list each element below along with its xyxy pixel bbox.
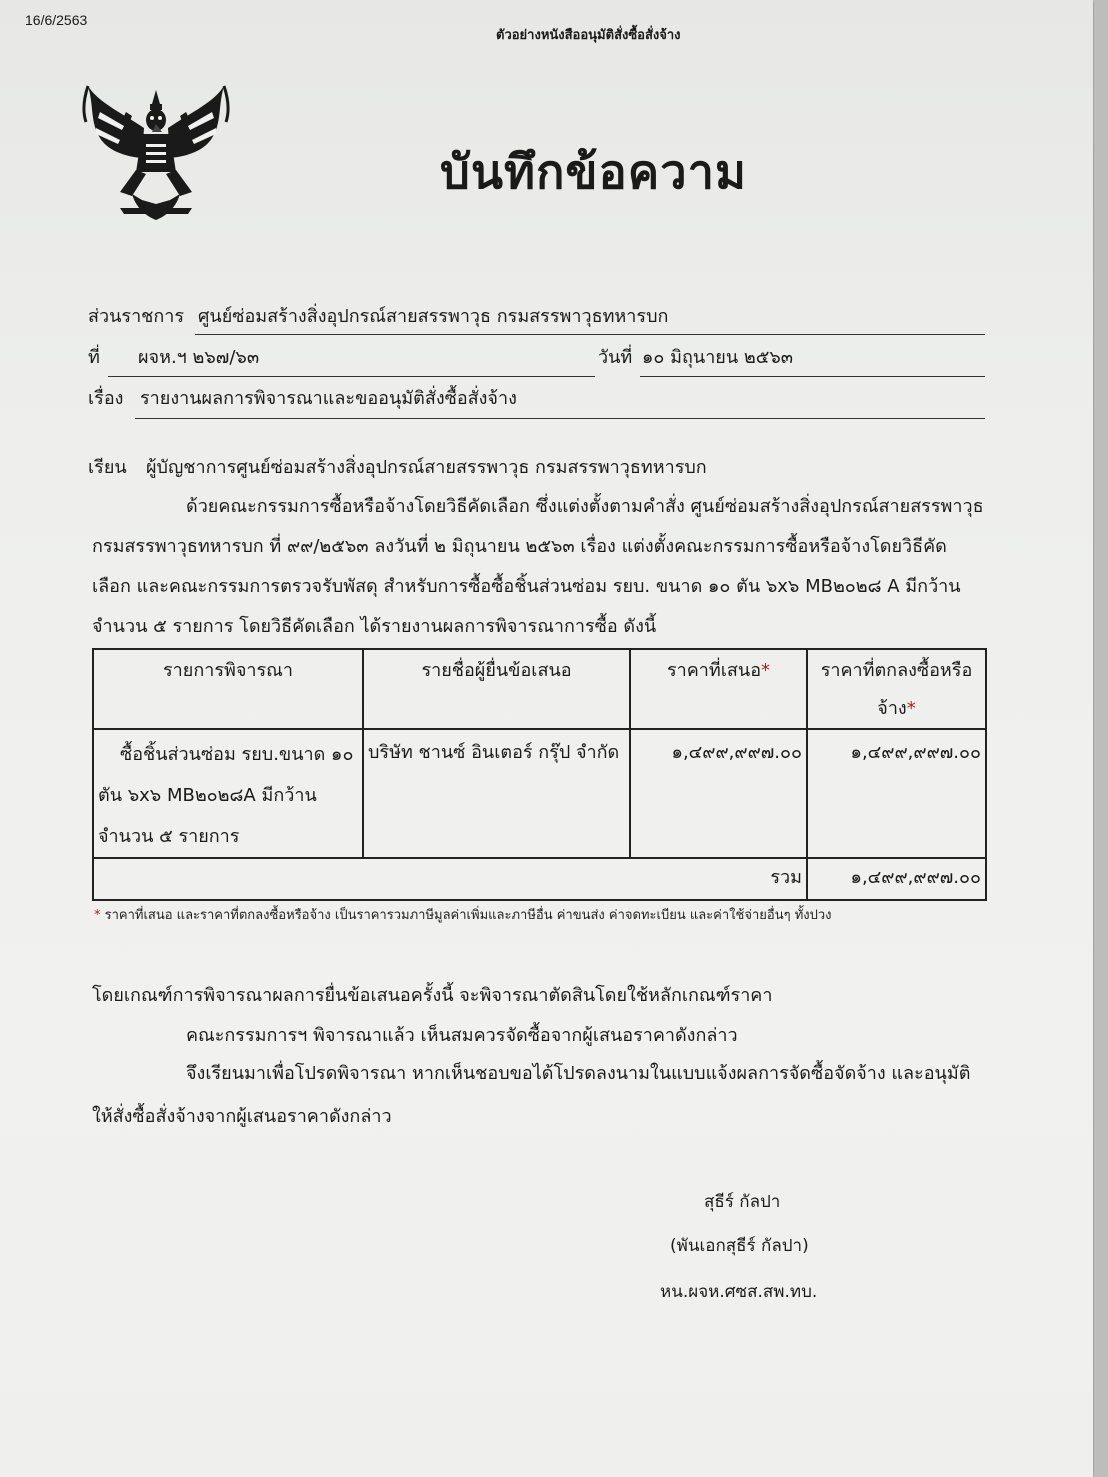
agency-value: ศูนย์ซ่อมสร้างสิ่งอุปกรณ์สายสรรพาวุธ กรมสรรพาวุธทหารบก <box>198 306 669 327</box>
salutation-label: เรียน <box>88 457 127 478</box>
table-row <box>93 729 986 858</box>
header-bidder: รายชื่อผู้ยื่นข้อเสนอ <box>363 649 630 729</box>
row-bidder: บริษัท ชานซ์ อินเตอร์ กรุ๊ป จำกัด <box>363 729 630 858</box>
bid-table <box>92 648 987 901</box>
paragraph1-line1: ด้วยคณะกรรมการซื้อหรือจ้างโดยวิธีคัดเลือก ซึ่งแต่งตั้งตามคำสั่ง ศูนย์ซ่อมสร้างสิ่งอุปกรณ์สายสรรพาวุธ <box>186 496 984 517</box>
committee-paragraph: คณะกรรมการฯ พิจารณาแล้ว เห็นสมควรจัดซื้อจากผู้เสนอราคาดังกล่าว <box>186 1025 738 1046</box>
agency-label: ส่วนราชการ <box>88 306 185 327</box>
footnote: * ราคาที่เสนอ และราคาที่ตกลงซื้อหรือจ้าง เป็นราคารวมภาษีมูลค่าเพิ่มและภาษีอื่น ค่าขนส่ง ค่าจดทะเบียน และค่าใช้จ่ายอื่นๆ ทั้งปวง <box>94 908 832 923</box>
header-asterisk: * <box>906 698 916 719</box>
paper-edge <box>1094 0 1108 1477</box>
signature-position: หน.ผจห.ศซส.สพ.ทบ. <box>660 1282 818 1302</box>
ref-label: ที่ <box>88 347 100 368</box>
row-agreed-price: ๑,๔๙๙,๙๙๗.๐๐ <box>807 729 986 858</box>
agency-underline <box>195 334 985 335</box>
total-label: รวม <box>93 858 807 900</box>
header-asterisk: * <box>761 660 771 681</box>
subject-value: รายงานผลการพิจารณาและขออนุมัติสั่งซื้อสั่งจ้าง <box>140 388 517 409</box>
paragraph1-line2: กรมสรรพาวุธทหารบก ที่ ๙๙/๒๕๖๓ ลงวันที่ ๒ มิถุนายน ๒๕๖๓ เรื่อง แต่งตั้งคณะกรรมการซื้อหรือจ้างโดยวิธีคัด <box>92 536 947 557</box>
table-total-row <box>93 858 986 900</box>
date-underline <box>640 376 985 377</box>
request-line1: จึงเรียนมาเพื่อโปรดพิจารณา หากเห็นชอบขอได้โปรดลงนามในแบบแจ้งผลการจัดซื้อจัดจ้าง และอนุมัติ <box>186 1063 971 1084</box>
salutation-value: ผู้บัญชาการศูนย์ซ่อมสร้างสิ่งอุปกรณ์สายสรรพาวุธ กรมสรรพาวุธทหารบก <box>146 457 707 478</box>
date-label: วันที่ <box>598 347 633 368</box>
total-value: ๑,๔๙๙,๙๙๗.๐๐ <box>807 858 986 900</box>
header-offered-price: ราคาที่เสนอ* <box>630 649 807 729</box>
ref-value: ผจห.ฯ ๒๖๗/๖๓ <box>138 347 260 368</box>
table-header-row <box>93 649 986 729</box>
garuda-emblem-icon <box>80 82 232 228</box>
print-date: 16/6/2563 <box>25 12 88 28</box>
subject-underline <box>135 418 985 419</box>
header-agreed-price: ราคาที่ตกลงซื้อหรือ จ้าง* <box>807 649 986 729</box>
date-value: ๑๐ มิถุนายน ๒๕๖๓ <box>642 347 794 368</box>
row-offered-price: ๑,๔๙๙,๙๙๗.๐๐ <box>630 729 807 858</box>
paragraph1-line4: จำนวน ๕ รายการ โดยวิธีคัดเลือก ได้รายงานผลการพิจารณาการซื้อ ดังนี้ <box>92 616 657 637</box>
request-line2: ให้สั่งซื้อสั่งจ้างจากผู้เสนอราคาดังกล่าว <box>92 1106 392 1127</box>
paragraph1-line3: เลือก และคณะกรรมการตรวจรับพัสดุ สำหรับการซื้อซื้อชิ้นส่วนซ่อม รยบ. ขนาด ๑๐ ตัน ๖x๖ MB๒๐๒๘ A มีกว้าน <box>92 576 961 597</box>
sample-caption: ตัวอย่างหนังสืออนุมัติสั่งซื้อสั่งจ้าง <box>496 28 681 43</box>
row-item: ซื้อชิ้นส่วนซ่อม รยบ.ขนาด ๑๐ ตัน ๖x๖ MB๒๐๒๘A มีกว้าน จำนวน ๕ รายการ <box>93 729 363 858</box>
signature-full-name: (พันเอกสุธีร์ กัลปา) <box>670 1236 809 1256</box>
subject-label: เรื่อง <box>88 388 124 409</box>
ref-underline <box>108 376 595 377</box>
criteria-paragraph: โดยเกณฑ์การพิจารณาผลการยื่นข้อเสนอครั้งนี้ จะพิจารณาตัดสินโดยใช้หลักเกณฑ์ราคา <box>92 985 773 1006</box>
signature-name: สุธีร์ กัลปา <box>704 1192 781 1212</box>
document-title: บันทึกข้อความ <box>440 145 747 200</box>
header-item: รายการพิจารณา <box>93 649 363 729</box>
